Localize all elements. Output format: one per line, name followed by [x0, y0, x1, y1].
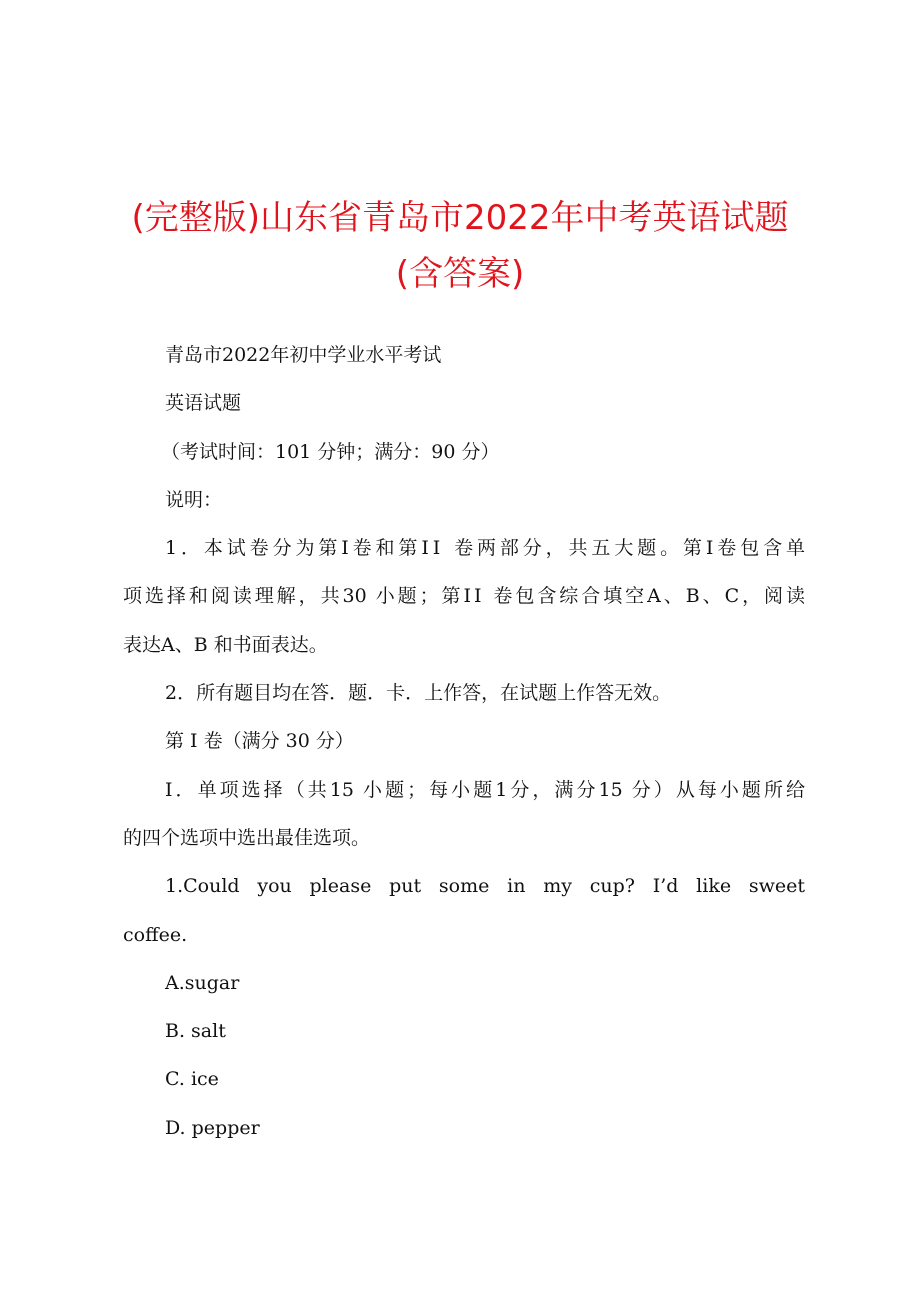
question1-stem: 1.Could you please put some in my cup? I’d like sweet	[165, 875, 805, 898]
instruction-line: I．单项选择（共15 小题；每小题1分，满分15 分）从每小题所给	[165, 778, 805, 801]
title-line-2: (含答案)	[395, 254, 525, 294]
note1-line: 1．本试卷分为第Ⅰ卷和第ⅠⅠ 卷两部分，共五大题。第Ⅰ卷包含单	[165, 537, 805, 560]
note1-line: 项选择和阅读理解，共30 小题；第ⅠⅠ 卷包含综合填空A、B、C，阅读	[123, 585, 805, 608]
subject: 英语试题	[165, 392, 242, 415]
question1-stem: coffee.	[123, 923, 188, 946]
note1-line: 表达A、B 和书面表达。	[123, 633, 328, 656]
exam-name: 青岛市2022年初中学业水平考试	[165, 344, 442, 366]
option-b: B. salt	[165, 1020, 226, 1043]
document-title	[0, 190, 920, 302]
time-info: （考试时间：101 分钟；满分：90 分）	[161, 440, 500, 463]
option-d: D. pepper	[165, 1116, 260, 1139]
part-title: 第 Ⅰ 卷（满分 30 分）	[165, 730, 354, 753]
instruction-line: 的四个选项中选出最佳选项。	[123, 826, 371, 849]
option-c: C. ice	[165, 1068, 219, 1091]
title-line-1: (完整版)山东省青岛市2022年中考英语试题	[131, 198, 789, 238]
option-a: A.sugar	[165, 971, 240, 994]
document-body	[123, 331, 805, 1152]
notes-label: 说明：	[165, 488, 223, 511]
note2: 2．所有题目均在答．题．卡．上作答，在试题上作答无效。	[165, 682, 672, 705]
